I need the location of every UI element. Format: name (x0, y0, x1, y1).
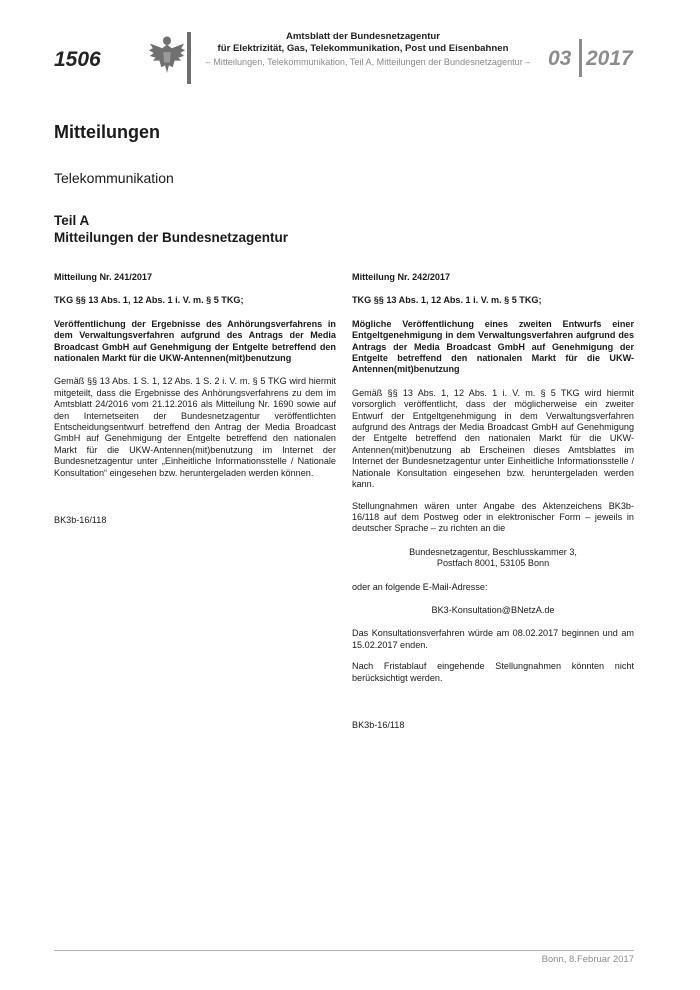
federal-eagle-icon (148, 33, 186, 75)
journal-subtitle: – Mitteilungen, Telekommunikation, Teil A, Mitteilungen der Bundesnetzagentur – (205, 57, 531, 67)
section-title: Mitteilungen (54, 122, 160, 142)
issue-year: 2017 (586, 47, 633, 70)
email-intro: oder an folgende E-Mail-Adresse: (352, 581, 488, 592)
journal-title-line2: für Elektrizität, Gas, Telekommunikation, Post und Eisenbahnen (217, 43, 509, 54)
header-divider (187, 32, 191, 84)
notice-number: Mitteilung Nr. 241/2017 (54, 272, 153, 282)
notice-heading: Mögliche Veröffentlichung eines zweiten Entwurfs einer Entgeltgenehmigung in dem Verwaltungsverfahren aufgrund des Antrags der Media Broadcast GmbH auf Genehmigung der Entgelte betreffend den nationalen Markt für die UKW-Antennen(mit)benutzung (352, 318, 634, 375)
footer-date: Bonn, 8.Februar 2017 (541, 954, 634, 965)
footer-divider (54, 950, 634, 951)
notice-reference: BK3b-16/118 (54, 515, 107, 526)
notice-legal-basis: TKG §§ 13 Abs. 1, 12 Abs. 1 i. V. m. § 5 TKG; (54, 295, 244, 306)
email-address[interactable]: BK3-Konsultation@BNetzA.de (431, 604, 555, 615)
address-line2: Postfach 8001, 53105 Bonn (436, 558, 550, 569)
issue-divider (579, 39, 582, 77)
deadline-note: Nach Fristablauf eingehende Stellungnahmen könnten nicht berücksichtigt werden. (352, 661, 634, 683)
notice-242 (352, 272, 634, 731)
part-heading-line2: Mitteilungen der Bundesnetzagentur (54, 230, 289, 245)
notice-reference: BK3b-16/118 (352, 719, 405, 730)
notice-statement: Stellungnahmen wären unter Angabe des Aktenzeichens BK3b-16/118 auf dem Postweg oder in elektronischer Form – jeweils in deutscher Sprache – zu richten an die (352, 500, 634, 534)
notice-legal-basis: TKG §§ 13 Abs. 1, 12 Abs. 1 i. V. m. § 5 TKG; (352, 295, 542, 306)
part-heading-line1: Teil A (54, 213, 90, 228)
page-number: 1506 (54, 48, 101, 71)
part-heading (54, 212, 288, 246)
section-subtitle: Telekommunikation (54, 170, 174, 186)
notice-241 (54, 272, 336, 527)
journal-title-line1: Amtsblatt der Bundesnetzagentur (285, 31, 441, 42)
issue-number: 03 (548, 47, 572, 70)
notice-heading: Veröffentlichung der Ergebnisse des Anhörungsverfahrens in dem Verwaltungsverfahren aufgrund des Antrags der Media Broadcast GmbH auf Genehmigung der Entgelte betreffend den nationalen Markt für die UKW-Antennen(mit)benutzung (54, 318, 336, 364)
consultation-period: Das Konsultationsverfahren würde am 08.02.2017 beginnen und am 15.02.2017 enden. (352, 628, 634, 650)
notice-body: Gemäß §§ 13 Abs. 1, 12 Abs. 1 i. V. m. § 5 TKG wird hiermit vorsorglich veröffentlicht, dass der möglicherweise ein zweiter Entwurf der Entgeltgenehmigung in dem Verwaltungsverfahren aufgrund des Antrags der Media Broadcast GmbH auf Genehmigung der Entgelte betreffend den nationalen Markt für die UKW-Antennen(mit)benutzung ab Erscheinen dieses Amtsblattes im Internet der Bundesnetzagentur unter Einheitliche Informationsstelle / Nationale Konsultation eingesehen bzw. heruntergeladen werden kann. (352, 387, 634, 490)
journal-title (198, 31, 528, 55)
postal-address (352, 547, 634, 570)
address-line1: Bundesnetzagentur, Beschlusskammer 3, (409, 546, 577, 557)
notice-number: Mitteilung Nr. 242/2017 (352, 272, 451, 282)
notice-body: Gemäß §§ 13 Abs. 1 S. 1, 12 Abs. 1 S. 2 i. V. m. § 5 TKG wird hiermit mitgeteilt, dass die Ergebnisse des Anhörungsverfahrens zu dem im Amtsblatt 24/2016 vom 21.12.2016 als Mitteilung Nr. 1690 sowie auf den Internetseiten der Bundesnetzagentur veröffentlichten Entscheidungsentwurf betreffend den Antrag der Media Broadcast GmbH auf Genehmigung der Entgelte betreffend den nationalen Markt für die UKW-Antennen(mit)benutzung im Internet der Bundesnetzagentur unter „Einheitliche Informationsstelle / Nationale Konsultation“ eingesehen bzw. heruntergeladen werden können. (54, 376, 336, 478)
